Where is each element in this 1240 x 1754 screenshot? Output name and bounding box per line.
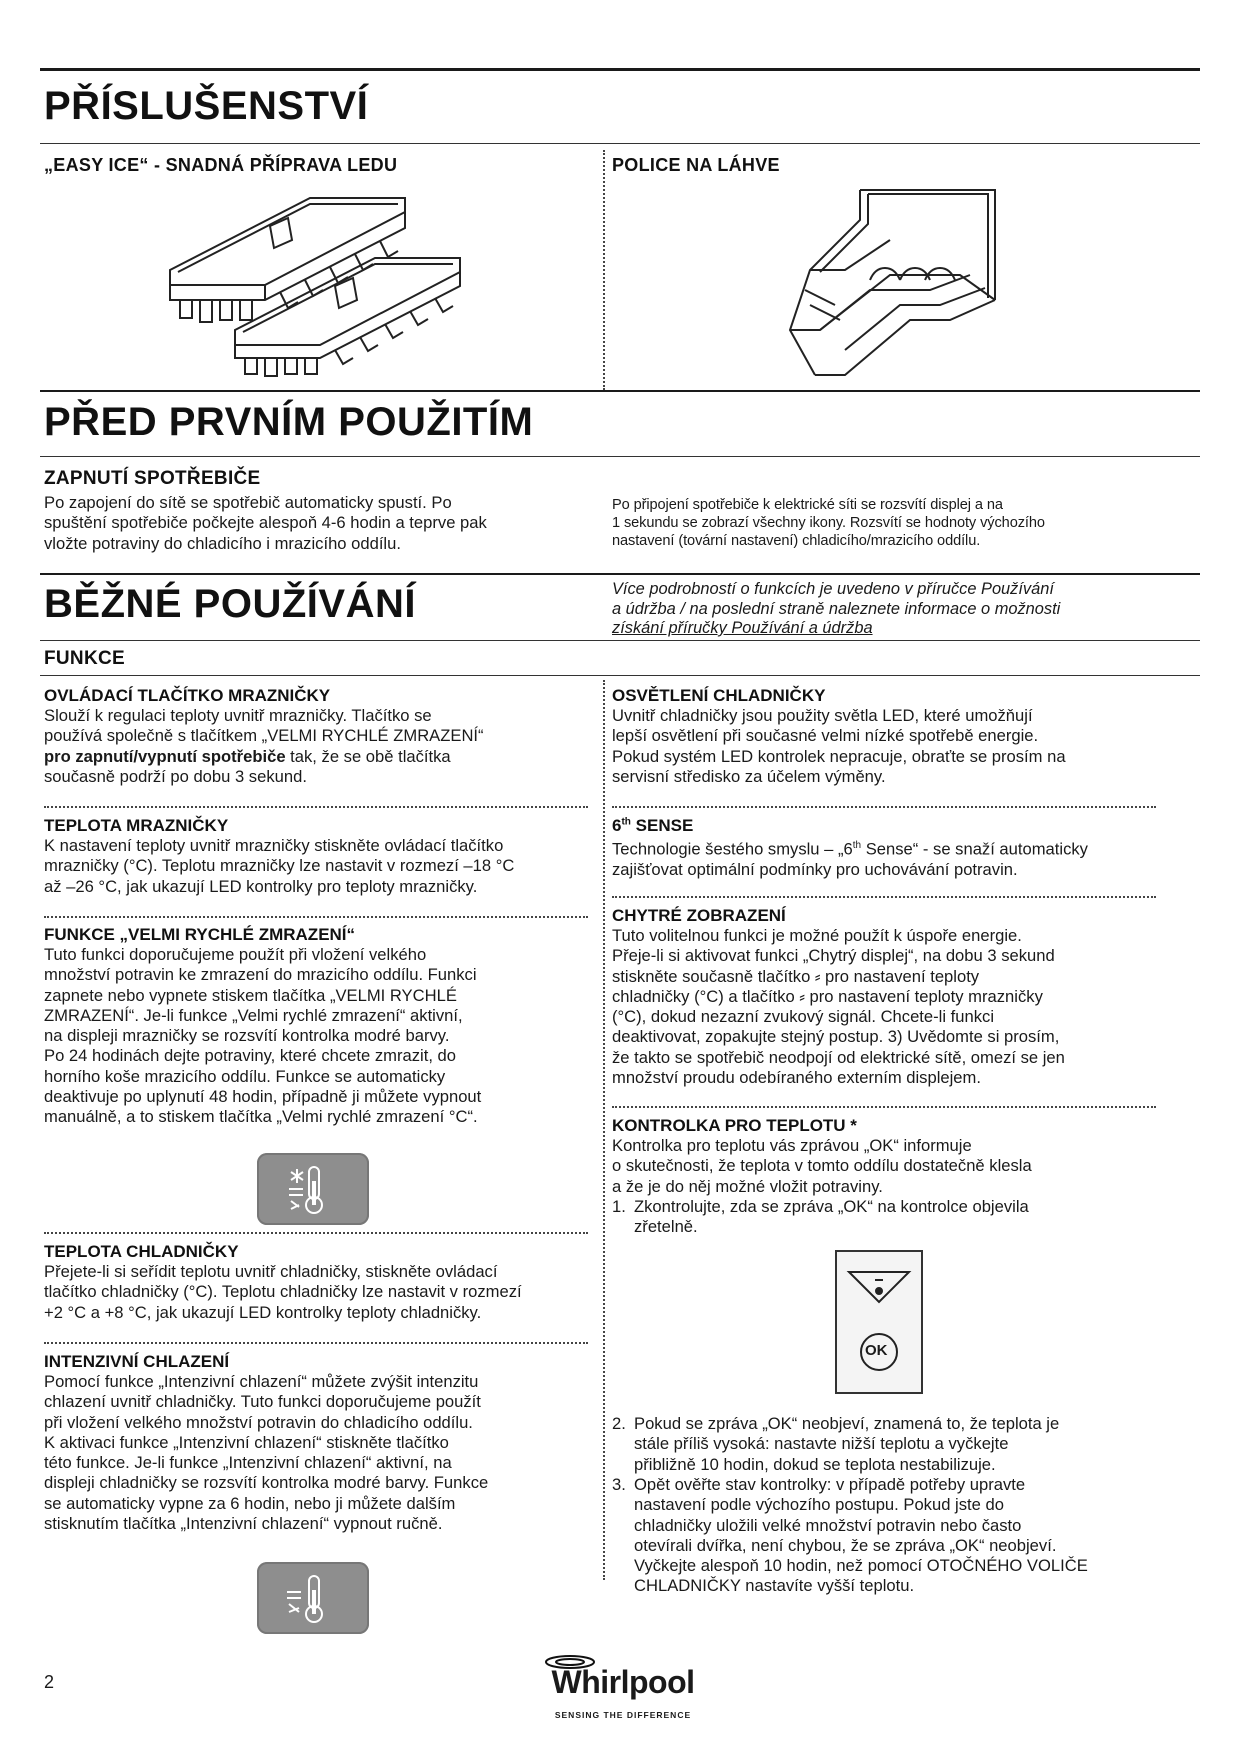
before-first-use-title: PŘED PRVNÍM POUŽITÍM <box>44 400 534 444</box>
ok-label: OK <box>865 1342 888 1359</box>
ok-indicator-icon <box>837 1252 921 1392</box>
cooling-thermometer-icon <box>257 1562 369 1634</box>
temp-indicator-step2-num: 2. <box>612 1414 626 1433</box>
brand-tagline: SENSING THE DIFFERENCE <box>554 1710 692 1720</box>
smart-display-text: Tuto volitelnou funkci je možné použít k úspoře energie. Přeje-li si aktivovat funkci „Chytrý displej“, na dobu 3 sekund stiskněte současně tlačítko ⸗ pro nastavení teploty chladničky (°C) a tlačítko ⸗ pro nastavení teploty mrazničky (°C), dokud nezazní zvukový signál. Chcete-li funkci deaktivovat, zopakujte stejný postup. 3) Uvědomte si prosím, že takto se spotřebič neodpojí od elektrické sítě, omezí se jen množství proudu odebíraného externím displejem. <box>612 926 1065 1088</box>
temp-indicator-step2: Pokud se zpráva „OK“ neobjeví, znamená to, že teplota je stále příliš vysoká: nastavte nižší teplotu a vyčkejte přibližně 10 hodin, dokud se teplota nestabilizuje. <box>634 1414 1060 1474</box>
freezer-temp-heading: TEPLOTA MRAZNIČKY <box>44 816 229 835</box>
fast-freeze-text: Tuto funkci doporučujeme použít při vložení velkého množství potravin ke zmrazení do mrazicího oddílu. Funkci zapnete nebo vypnete stiskem tlačítka „VELMI RYCHLÉ ZMRAZENÍ“. Je-li funkce „Velmi rychlé zmrazení“ aktivní, na displeji mrazničky se rozsvítí kontrolka modré barvy. Po 24 hodinách dejte potraviny, které chcete zmrazit, do horního koše mrazicího oddílu. Funkce se automaticky deaktivuje po uplynutí 48 hodin, případně ji můžete vypnout manuálně, a to stiskem tlačítka „Velmi rychlé zmrazení °C“. <box>44 945 482 1127</box>
fridge-temp-text: Přejete-li si seřídit teplotu uvnitř chladničky, stiskněte ovládací tlačítko chladničky (°C). Teplotu chladničky lze nastavit v rozmezí +2 °C a +8 °C, jak ukazují LED kontrolky teploty chladničky. <box>44 1262 522 1322</box>
functions-heading: FUNKCE <box>44 648 125 669</box>
switch-on-text-right: Po připojení spotřebiče k elektrické síti se rozsvítí displej a na 1 sekundu se zobrazí všechny ikony. Rozsvítí se hodnoty výchozího nastavení (tovární nastavení) chladicího/mrazicího oddílu. <box>612 497 1045 549</box>
intense-cooling-text: Pomocí funkce „Intenzivní chlazení“ můžete zvýšit intenzitu chlazení uvnitř chladničky. Tuto funkci doporučujeme použít při vložení velkého množství potravin do chladicího oddílu. K aktivaci funkce „Intenzivní chlazení“ stiskněte tlačítko této funkce. Je-li funkce „Intenzivní chlazení“ aktivní, na displeji chladničky se rozsvítí kontrolka modré barvy. Funkce se automaticky vypne za 6 hodin, nebo ji můžete dalším stisknutím tlačítka „Intenzivní chlazení“ vypnout ručně. <box>44 1372 489 1534</box>
temp-indicator-text: Kontrolka pro teplotu vás zprávou „OK“ informuje o skutečnosti, že teplota v tomto oddílu dostatečně klesla a že je do něj možné vložit potraviny. <box>612 1136 1032 1196</box>
temp-indicator-step3-num: 3. <box>612 1475 626 1494</box>
intense-cooling-heading: INTENZIVNÍ CHLAZENÍ <box>44 1352 230 1371</box>
fridge-temp-heading: TEPLOTA CHLADNIČKY <box>44 1242 239 1261</box>
accessories-title: PŘÍSLUŠENSTVÍ <box>44 84 369 128</box>
smart-display-heading: CHYTRÉ ZOBRAZENÍ <box>612 906 786 925</box>
freezer-button-heading: OVLÁDACÍ TLAČÍTKO MRAZNIČKY <box>44 686 331 705</box>
daily-use-note: Více podrobností o funkcích je uvedeno v příručce Používání a údržba / na poslední straně naleznete informace o možnosti získání příručky Používání a údržba <box>612 580 1061 637</box>
temp-indicator-heading: KONTROLKA PRO TEPLOTU * <box>612 1116 857 1135</box>
fridge-light-text: Uvnitř chladničky jsou použity světla LED, které umožňují lepší osvětlení při současné velmi nízké spotřebě energie. Pokud systém LED kontrolek nepracuje, obraťte se prosím na servisní středisko za účelem výměny. <box>612 706 1066 786</box>
temp-indicator-step1-num: 1. <box>612 1197 626 1216</box>
bottle-shelf-illustration <box>750 180 1020 380</box>
page-number: 2 <box>44 1672 55 1692</box>
fridge-light-heading: OSVĚTLENÍ CHLADNIČKY <box>612 686 826 705</box>
sixth-sense-heading: 6th SENSE <box>612 816 694 835</box>
switch-on-text-left: Po zapojení do sítě se spotřebič automaticky spustí. Po spuštění spotřebiče počkejte alespoň 4-6 hodin a teprve pak vložte potraviny do chladicího i mrazicího oddílu. <box>44 493 487 553</box>
switch-on-heading: ZAPNUTÍ SPOTŘEBIČE <box>44 468 261 489</box>
brand-name: Whirlpool <box>551 1664 695 1700</box>
freezer-temp-text: K nastavení teploty uvnitř mrazničky stiskněte ovládací tlačítko mrazničky (°C). Teplotu mrazničky lze nastavit v rozmezí –18 °C až –26 °C, jak ukazují LED kontrolky pro teploty mrazničky. <box>44 836 515 896</box>
bottle-shelf-heading: POLICE NA LÁHVE <box>612 155 780 175</box>
snowflake-thermometer-icon <box>257 1153 369 1225</box>
sixth-sense-text: Technologie šestého smyslu – „6th Sense“ - se snaží automaticky zajišťovat optimální podmínky pro uchovávání potravin. <box>612 839 1088 879</box>
daily-use-title: BĚŽNÉ POUŽÍVÁNÍ <box>44 582 416 626</box>
whirlpool-logo <box>528 1652 718 1732</box>
easy-ice-heading: „EASY ICE“ - SNADNÁ PŘÍPRAVA LEDU <box>44 155 398 175</box>
temp-indicator-step3: Opět ověřte stav kontrolky: v případě potřeby upravte nastavení podle výchozího postupu. Pokud jste do chladničky uložili velké množství potravin nebo často otevírali dvířka, není chybou, že se zpráva „OK“ neobjeví. Vyčkejte alespoň 10 hodin, než pomocí OTOČNÉHO VOLIČE CHLADNIČKY nastavíte vyšší teplotu. <box>634 1475 1088 1596</box>
ice-tray-illustration <box>160 190 480 380</box>
freezer-button-text: Slouží k regulaci teploty uvnitř mrazničky. Tlačítko se používá společně s tlačítkem „VELMI RYCHLÉ ZMRAZENÍ“ pro zapnutí/vypnutí spotřebiče tak, že se obě tlačítka současně podrží po dobu 3 sekund. <box>44 706 484 786</box>
intense-cooling-button-image <box>257 1562 369 1634</box>
temp-indicator-step1: Zkontrolujte, zda se zpráva „OK“ na kontrolce objevila zřetelně. <box>634 1197 1029 1237</box>
ok-indicator-image <box>835 1250 923 1394</box>
fast-freeze-button-image <box>257 1153 369 1225</box>
fast-freeze-heading: FUNKCE „VELMI RYCHLÉ ZMRAZENÍ“ <box>44 925 356 944</box>
